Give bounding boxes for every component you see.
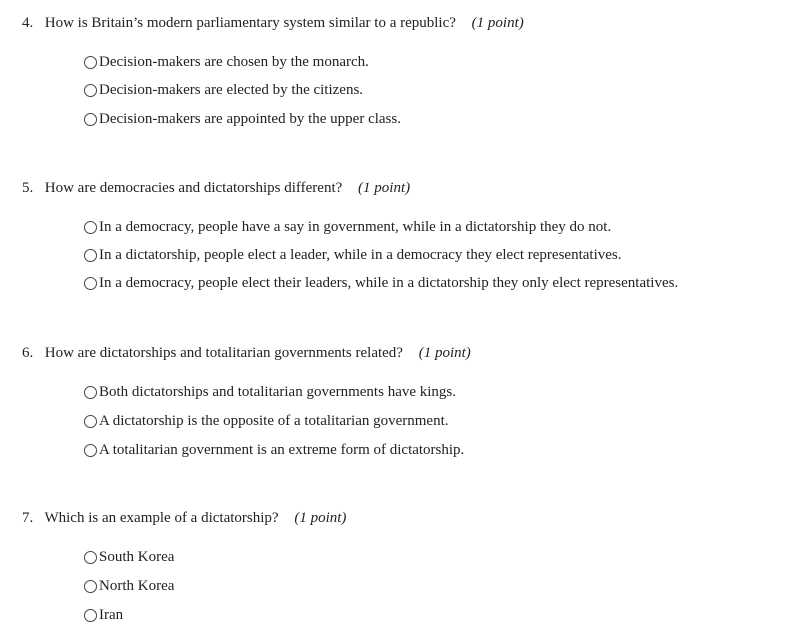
answer-option[interactable] <box>84 606 123 624</box>
answer-option[interactable] <box>84 110 401 128</box>
radio-button[interactable] <box>84 580 97 593</box>
answer-option[interactable] <box>84 441 464 459</box>
radio-button[interactable] <box>84 415 97 428</box>
question-header <box>22 179 410 197</box>
question-text: How is Britain’s modern parliamentary system similar to a republic? <box>44 15 456 31</box>
question-points: (1 point) <box>358 180 411 196</box>
question-number: 4. <box>22 15 34 31</box>
question-number: 7. <box>22 510 34 526</box>
answer-label: Decision-makers are appointed by the upper class. <box>99 111 401 127</box>
radio-button[interactable] <box>84 84 97 97</box>
answer-option[interactable] <box>84 246 622 264</box>
answer-label: Both dictatorships and totalitarian governments have kings. <box>99 384 457 400</box>
radio-button[interactable] <box>84 221 97 234</box>
answer-option[interactable] <box>84 81 363 99</box>
question-header <box>22 14 524 32</box>
radio-button[interactable] <box>84 249 97 262</box>
answer-label: South Korea <box>99 549 175 565</box>
answer-label: A totalitarian government is an extreme form of dictatorship. <box>99 442 465 458</box>
answer-label: North Korea <box>99 578 175 594</box>
answer-option[interactable] <box>84 218 611 236</box>
answer-option[interactable] <box>84 412 449 430</box>
answer-label: In a democracy, people have a say in government, while in a dictatorship they do not. <box>99 219 612 235</box>
answer-label: In a democracy, people elect their leaders, while in a dictatorship they only elect representatives. <box>99 275 679 291</box>
radio-button[interactable] <box>84 56 97 69</box>
question-number: 6. <box>22 345 34 361</box>
answer-option[interactable] <box>84 53 369 71</box>
answer-label: A dictatorship is the opposite of a totalitarian government. <box>99 413 449 429</box>
question-number: 5. <box>22 180 34 196</box>
answer-option[interactable] <box>84 274 678 292</box>
answer-option[interactable] <box>84 383 456 401</box>
question-points: (1 point) <box>471 15 524 31</box>
answer-label: Decision-makers are chosen by the monarch. <box>99 54 369 70</box>
question-points: (1 point) <box>294 510 347 526</box>
answer-label: Decision-makers are elected by the citizens. <box>99 82 364 98</box>
radio-button[interactable] <box>84 277 97 290</box>
answer-label: In a dictatorship, people elect a leader, while in a democracy they elect representatives. <box>99 247 622 263</box>
question-header <box>22 509 346 527</box>
radio-button[interactable] <box>84 551 97 564</box>
question-points: (1 point) <box>418 345 471 361</box>
question-text: How are dictatorships and totalitarian governments related? <box>44 345 403 361</box>
radio-button[interactable] <box>84 609 97 622</box>
radio-button[interactable] <box>84 386 97 399</box>
answer-label: Iran <box>99 607 124 623</box>
question-text: How are democracies and dictatorships different? <box>44 180 343 196</box>
question-header <box>22 344 471 362</box>
question-text: Which is an example of a dictatorship? <box>44 510 279 526</box>
answer-option[interactable] <box>84 577 174 595</box>
answer-option[interactable] <box>84 548 174 566</box>
radio-button[interactable] <box>84 113 97 126</box>
radio-button[interactable] <box>84 444 97 457</box>
